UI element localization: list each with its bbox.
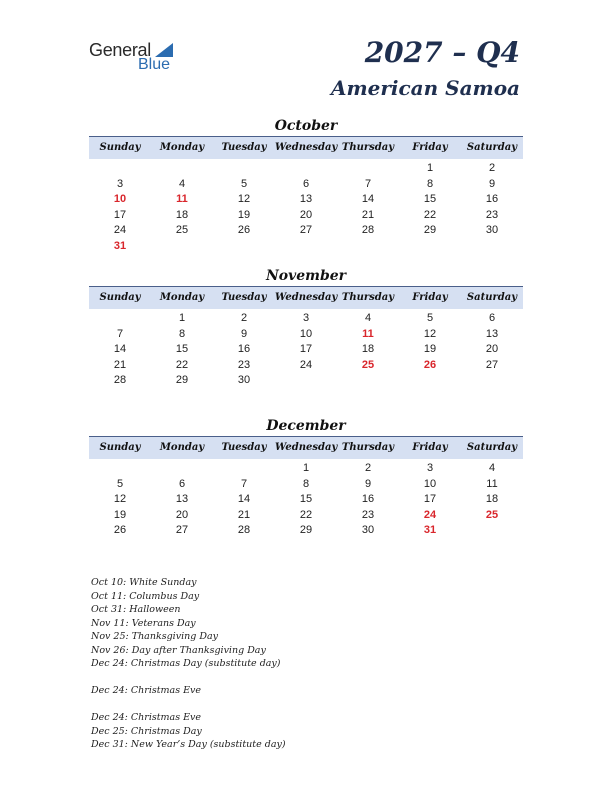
day-cell: 2 [240, 312, 248, 324]
holiday-date: 10 [113, 193, 127, 205]
day-cell: 11 [486, 477, 498, 490]
month-name: October [274, 118, 338, 134]
holiday-note: Dec 24: Christmas Day (substitute day) [91, 658, 281, 669]
day-cell [337, 161, 399, 177]
day-cell [275, 373, 337, 389]
holiday-note: Oct 31: Halloween [91, 604, 181, 615]
holiday-date: 11 [362, 327, 374, 340]
week-row [89, 358, 523, 374]
day-cell: 4 [178, 177, 186, 190]
day-cell: 21 [361, 208, 375, 221]
day-cell [337, 373, 399, 389]
day-cell: 16 [361, 493, 375, 505]
day-cell [151, 161, 213, 177]
weekday-label: Thursday [341, 142, 395, 153]
day-cell: 4 [488, 462, 496, 474]
day-cell: 30 [237, 374, 251, 386]
holiday-date: 31 [113, 239, 127, 252]
day-cell: 7 [240, 477, 248, 490]
day-cell: 22 [175, 358, 189, 371]
day-cell: 14 [237, 493, 251, 505]
day-cell [275, 161, 337, 177]
weekday-label: Monday [159, 292, 205, 303]
day-cell: 5 [240, 177, 248, 190]
logo-general-text: General [89, 40, 151, 60]
day-cell: 3 [302, 312, 310, 324]
holiday-note: Nov 26: Day after Thanksgiving Day [91, 644, 266, 656]
day-cell: 24 [299, 358, 313, 371]
week-row [89, 223, 523, 239]
day-cell: 10 [299, 327, 313, 340]
day-cell [275, 239, 337, 255]
week-row [89, 373, 523, 389]
weekday-label: Thursday [341, 292, 395, 303]
day-cell: 13 [299, 193, 313, 205]
day-cell: 1 [426, 162, 434, 174]
day-cell: 1 [178, 312, 186, 324]
day-cell: 17 [299, 343, 313, 355]
day-cell: 1 [302, 462, 310, 474]
weekday-label: Monday [159, 142, 205, 153]
day-cell: 4 [364, 312, 372, 324]
weekday-label: Friday [412, 142, 448, 153]
holiday-date: 26 [423, 358, 437, 371]
weekday-label: Sunday [99, 142, 141, 153]
day-cell: 21 [113, 358, 127, 371]
weekday-label: Saturday [466, 442, 518, 453]
week-row [89, 239, 523, 255]
day-cell: 5 [116, 477, 124, 490]
holiday-notes [91, 576, 286, 752]
day-cell: 14 [361, 193, 375, 205]
weekday-label: Tuesday [221, 142, 267, 153]
weekday-label: Wednesday [275, 292, 338, 303]
week-row [89, 177, 523, 193]
day-cell: 27 [485, 358, 499, 371]
day-cell: 16 [237, 343, 251, 355]
day-cell: 28 [113, 374, 127, 386]
day-cell [213, 161, 275, 177]
weekday-label: Tuesday [221, 292, 267, 303]
day-cell: 15 [299, 493, 313, 505]
day-cell: 21 [237, 508, 251, 521]
week-row [89, 342, 523, 358]
day-cell: 23 [237, 358, 251, 371]
weekday-label: Sunday [99, 442, 141, 453]
weekday-header [89, 286, 523, 309]
day-cell: 7 [364, 177, 372, 190]
day-cell: 19 [237, 208, 251, 221]
week-row [89, 327, 523, 343]
day-cell: 26 [237, 224, 251, 236]
day-cell: 17 [113, 208, 127, 221]
month-calendar [89, 116, 523, 254]
holiday-note: Nov 25: Thanksgiving Day [91, 631, 218, 642]
week-row [89, 477, 523, 493]
day-cell: 3 [426, 462, 434, 474]
day-cell: 8 [426, 177, 434, 190]
month-calendar [89, 266, 523, 389]
day-cell: 28 [361, 224, 375, 236]
week-row [89, 311, 523, 327]
day-cell [461, 373, 523, 389]
month-name: December [266, 418, 346, 434]
day-cell: 6 [488, 312, 496, 324]
weekday-label: Thursday [341, 442, 395, 453]
page-subtitle: American Samoa [330, 76, 520, 100]
holiday-note: Oct 11: Columbus Day [91, 590, 200, 602]
weekday-label: Friday [412, 292, 448, 303]
day-cell: 12 [423, 327, 437, 340]
holiday-note: Dec 25: Christmas Day [91, 725, 202, 737]
day-cell: 27 [299, 224, 313, 236]
day-cell: 20 [175, 508, 189, 521]
day-cell: 17 [423, 493, 437, 505]
day-cell: 16 [485, 193, 499, 205]
day-cell: 12 [113, 493, 127, 505]
day-cell: 22 [423, 208, 437, 221]
weekday-label: Sunday [99, 292, 141, 303]
day-cell: 23 [361, 508, 375, 521]
day-cell [151, 461, 213, 477]
day-cell [89, 461, 151, 477]
week-row [89, 161, 523, 177]
day-cell: 23 [485, 208, 499, 221]
holiday-note: Oct 10: White Sunday [91, 577, 197, 588]
day-cell: 15 [175, 343, 189, 355]
weekday-label: Monday [159, 442, 205, 453]
day-cell: 8 [178, 327, 186, 340]
day-cell: 20 [299, 208, 313, 221]
day-cell: 28 [237, 524, 251, 536]
day-cell: 29 [423, 224, 437, 236]
day-cell: 10 [423, 477, 437, 490]
day-cell: 2 [364, 462, 372, 474]
holiday-date: 31 [423, 524, 437, 536]
week-row [89, 523, 523, 539]
holiday-note: Dec 24: Christmas Eve [91, 685, 202, 696]
week-row [89, 192, 523, 208]
weekday-header [89, 436, 523, 459]
weekday-label: Wednesday [275, 442, 338, 453]
day-cell: 18 [361, 343, 375, 355]
holiday-note: Dec 24: Christmas Eve [91, 712, 202, 723]
day-cell: 9 [240, 327, 248, 340]
month-name: November [265, 268, 347, 284]
day-cell: 24 [113, 224, 127, 236]
day-cell [151, 239, 213, 255]
day-cell [461, 239, 523, 255]
logo [89, 40, 189, 76]
day-cell: 19 [423, 343, 437, 355]
weekday-header [89, 136, 523, 159]
weekday-label: Saturday [466, 142, 518, 153]
day-cell [399, 373, 461, 389]
day-cell: 12 [237, 193, 251, 205]
month-calendar [89, 416, 523, 539]
day-cell: 29 [175, 374, 189, 386]
holiday-date: 24 [423, 508, 437, 521]
day-cell: 30 [361, 524, 375, 536]
day-cell: 22 [299, 508, 313, 521]
day-cell: 27 [175, 524, 189, 536]
day-cell: 3 [116, 177, 124, 190]
weekday-label: Friday [412, 442, 448, 453]
day-cell: 5 [426, 312, 434, 324]
week-row [89, 461, 523, 477]
day-cell: 9 [364, 477, 372, 490]
day-cell: 8 [302, 477, 310, 490]
day-cell [89, 161, 151, 177]
day-cell [89, 311, 151, 327]
holiday-date: 11 [176, 193, 188, 205]
holiday-note: Dec 31: New Year’s Day (substitute day) [91, 739, 286, 750]
day-cell: 9 [488, 177, 496, 190]
weekday-label: Saturday [466, 292, 518, 303]
day-cell: 26 [113, 524, 127, 536]
day-cell: 25 [175, 224, 189, 236]
day-cell [461, 523, 523, 539]
day-cell: 13 [175, 493, 189, 505]
day-cell: 13 [485, 327, 499, 340]
week-row [89, 492, 523, 508]
week-row [89, 508, 523, 524]
day-cell: 20 [485, 343, 499, 355]
day-cell: 18 [485, 493, 499, 505]
holiday-note: Nov 11: Veterans Day [91, 617, 196, 629]
holiday-date: 25 [485, 508, 499, 521]
day-cell: 29 [299, 524, 313, 536]
day-cell [399, 239, 461, 255]
logo-blue-text: Blue [138, 56, 171, 73]
day-cell [213, 239, 275, 255]
day-cell: 30 [485, 224, 499, 236]
weekday-label: Wednesday [275, 142, 338, 153]
weekday-label: Tuesday [221, 442, 267, 453]
day-cell: 19 [113, 508, 127, 521]
day-cell: 7 [116, 327, 124, 340]
week-row [89, 208, 523, 224]
day-cell: 14 [113, 343, 127, 355]
page-title: 2027 – Q4 [364, 36, 520, 69]
day-cell [213, 461, 275, 477]
day-cell: 15 [423, 193, 437, 205]
day-cell: 6 [302, 177, 310, 190]
day-cell: 6 [178, 477, 186, 490]
logo-triangle-icon [155, 43, 173, 57]
day-cell: 18 [175, 208, 189, 221]
holiday-date: 25 [361, 358, 375, 371]
day-cell: 2 [488, 162, 496, 174]
day-cell [337, 239, 399, 255]
